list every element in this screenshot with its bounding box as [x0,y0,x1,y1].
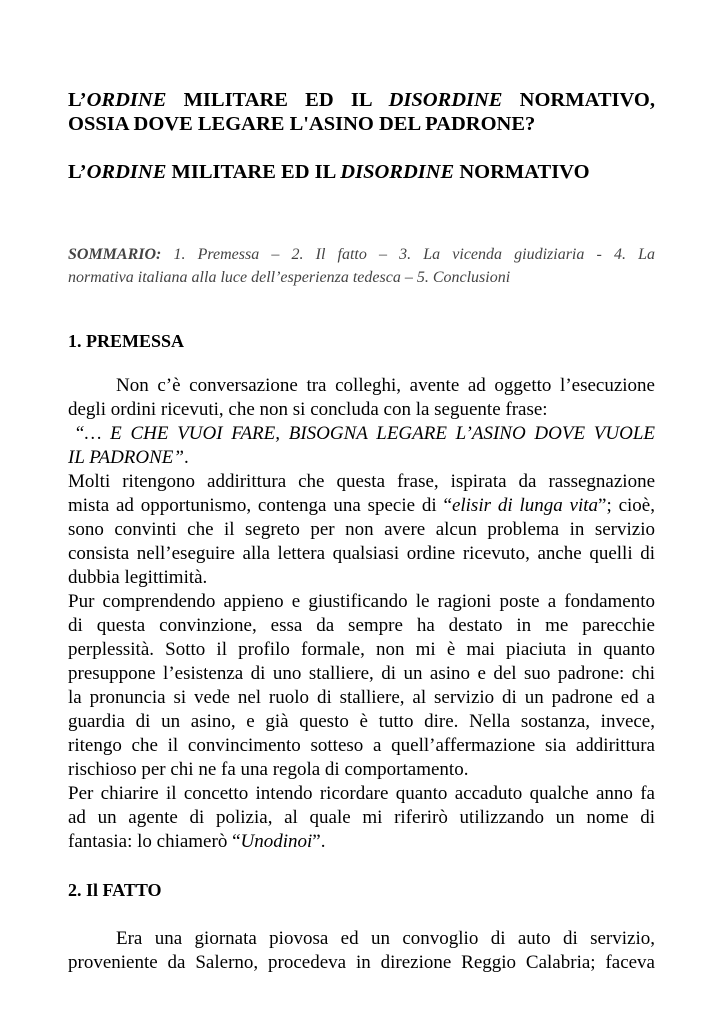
quote-line [68,446,655,470]
paragraph-line: la pronuncia si vede nel ruolo di stalliere, al servizio di un padrone ed a [68,687,655,708]
paragraph-line: Non c’è conversazione tra colleghi, avente ad oggetto l’esecuzione [116,375,655,396]
quote-end: . [183,447,189,468]
subtitle-text: MILITARE ED IL [166,161,341,183]
section-fatto-body [68,927,655,975]
summary-line-2: normativa italiana alla luce dell’esperienza tedesca – 5. Conclusioni [68,269,511,286]
paragraph-line: guardia di un asino, e già questo è tutto dire. Nella sostanza, invece, [68,711,655,732]
section-heading-fatto: 2. Il FATTO [68,880,162,900]
paragraph-line: ad un agente di polizia, al quale mi riferirò utilizzando un nome di [68,807,655,828]
paragraph-line: sono convinti che il segreto per non avere alcun problema in servizio [68,519,655,540]
summary-line-1 [68,243,655,266]
quote-line: “… E CHE VUOI FARE, BISOGNA LEGARE L’ASINO DOVE VUOLE [74,423,655,444]
text-run: mista ad opportunismo, contenga una specie di “ [68,495,452,516]
section-heading-premessa: 1. PREMESSA [68,331,185,351]
title-line-1 [68,88,655,112]
title-text: NORMATIVO, [502,89,655,111]
paragraph-line: rischioso per chi ne fa una regola di comportamento. [68,759,469,780]
paragraph-line: Molti ritengono addirittura che questa frase, ispirata da rassegnazione [68,471,655,492]
paragraph-line: consista nell’eseguire alla lettera qualsiasi ordine ricevuto, anche quelli di [68,543,655,564]
subtitle-text: NORMATIVO [454,161,590,183]
paragraph-line: Per chiarire il concetto intendo ricordare quanto accaduto qualche anno fa [68,783,655,804]
paragraph-line: presuppone l’esistenza di uno stalliere, di un asino e del suo padrone: chi [68,663,655,684]
title-line-2: OSSIA DOVE LEGARE L'ASINO DEL PADRONE? [68,113,536,135]
summary [68,243,655,289]
quote-text: IL PADRONE” [68,447,184,468]
paragraph-line: Era una giornata piovosa ed un convoglio di auto di servizio, [116,928,655,949]
text-run: ”. [312,831,326,852]
paragraph-line: degli ordini ricevuti, che non si concluda con la seguente frase: [68,399,548,420]
subtitle-italic: ORDINE [86,161,167,183]
subtitle [68,160,655,184]
paragraph-line: dubbia legittimità. [68,567,208,588]
title-text: L’ [68,89,87,111]
text-run: fantasia: lo chiamerò “ [68,831,241,852]
paragraph-line: proveniente da Salerno, procedeva in direzione Reggio Calabria; faceva [68,952,655,973]
italic-run: Unodinoi [240,831,313,852]
title-italic: ORDINE [86,89,167,111]
document-page [68,88,655,975]
title-italic: DISORDINE [388,89,503,111]
paragraph-line: di questa convinzione, essa da sempre ha destato in me parecchie [68,615,655,636]
paragraph-line [68,494,655,518]
paragraph-line: Pur comprendendo appieno e giustificando le ragioni poste a fondamento [68,591,655,612]
section-premessa-body [68,374,655,854]
title-text: MILITARE ED IL [166,89,389,111]
summary-label: SOMMARIO: [68,246,162,263]
summary-text: 1. Premessa – 2. Il fatto – 3. La vicenda giudiziaria - 4. La [161,246,655,263]
text-run: ”; cioè, [598,495,655,516]
paragraph-line: ritengo che il convincimento sotteso a quell’affermazione sia addirittura [68,735,655,756]
subtitle-italic: DISORDINE [340,161,455,183]
paragraph-line: perplessità. Sotto il profilo formale, non mi è mai piaciuta in quanto [68,639,655,660]
paragraph-line [68,830,655,854]
subtitle-text: L’ [68,161,87,183]
italic-run: elisir di lunga vita [451,495,599,516]
